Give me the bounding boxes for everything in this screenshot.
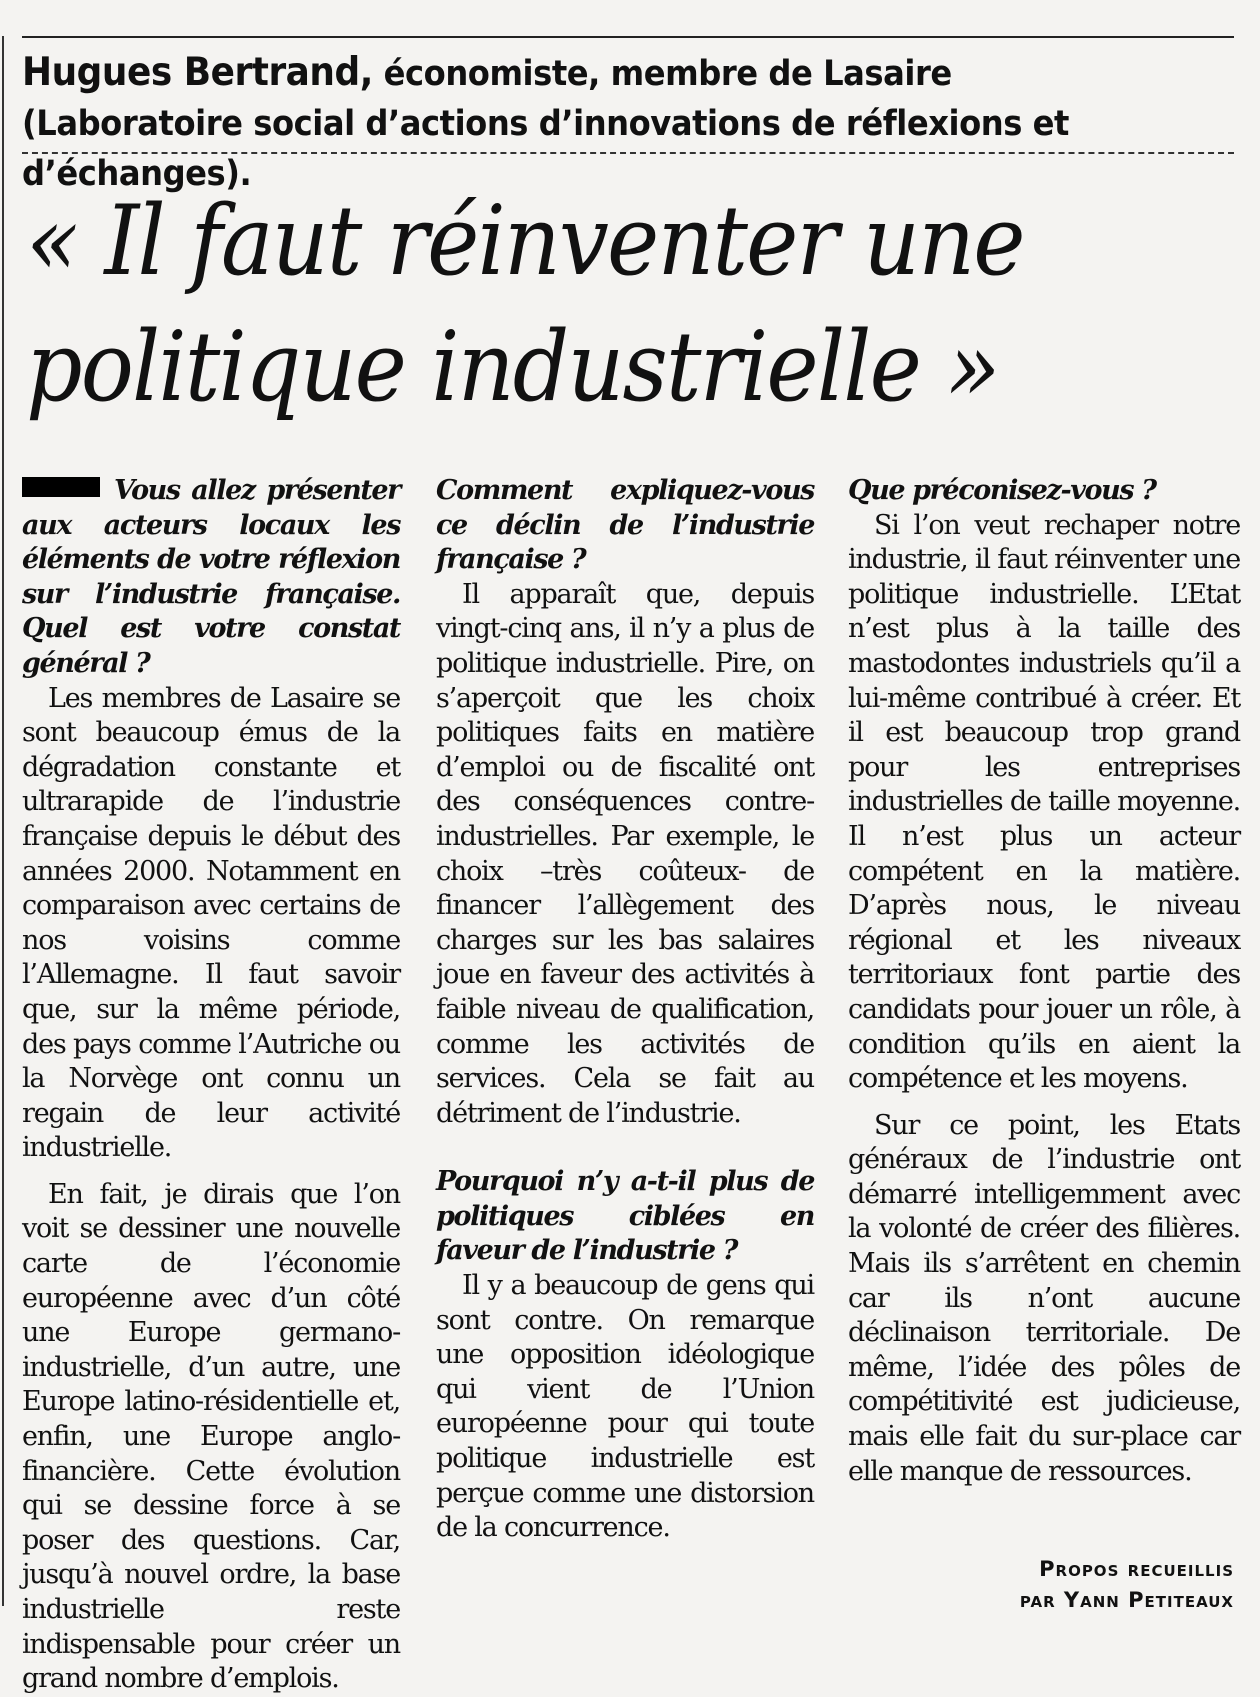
article-body xyxy=(22,474,1240,1695)
byline-description: économiste, membre de Lasaire (Laboratoire social d’actions d’innovations de réflexions et d’échanges). xyxy=(22,54,1069,194)
lead-marker xyxy=(22,477,100,497)
answer-paragraph: Si l’on veut rechaper notre industrie, il faut réinventer une politique industrielle. L’Etat n’est plus à la taille des mastodontes industriels qu’il a lui-même contribué à créer. Et il est beaucoup trop grand pour les entreprises industrielles de taille moyenne. Il n’est plus un acteur compétent en la matière. D’après nous, le niveau régional et les niveaux territoriaux font partie des candidats pour jouer un rôle, à condition qu’ils en aient la compétence et les moyens. xyxy=(848,509,1240,1095)
answer-paragraph: Sur ce point, les Etats généraux de l’industrie ont démarré intelligemment avec la volonté de créer des filières. Mais ils s’arrêtent en chemin car ils n’ont aucune déclinaison territoriale. De même, l’idée des pôles de compétitivité est judicieuse, mais elle fait du sur-place car elle manque de ressources. xyxy=(848,1109,1240,1487)
top-rule xyxy=(22,36,1234,38)
dashed-rule xyxy=(22,152,1234,154)
question-3: Pourquoi n’y a-t-il plus de politiques ciblées en faveur de l’industrie ? xyxy=(436,1166,814,1267)
column-3 xyxy=(848,474,1240,1489)
left-rule xyxy=(2,36,4,1606)
answer-paragraph: Les membres de Lasaire se sont beaucoup émus de la dégradation constante et ultrarapide de l’industrie française depuis le début des années 2000. Notamment en comparaison avec certains de nos voisins comme l’Allemagne. Il faut savoir que, sur la même période, des pays comme l’Autriche ou la Norvège ont connu un regain de leur activité industrielle. xyxy=(22,682,400,1164)
answer-paragraph: Il apparaît que, depuis vingt-cinq ans, il n’y a plus de politique industrielle. Pire, on s’aperçoit que les choix politiques faits en matière d’emploi ou de fiscalité ont des conséquences contre-industrielles. Par exemple, le choix –très coûteux- de financer l’allègement des charges sur les bas salaires joue en faveur des activités à faible niveau de qualification, comme les activités de services. Cela se fait au détriment de l’industrie. xyxy=(436,578,814,1129)
question-4: Que préconisez-vous ? xyxy=(848,475,1156,506)
question-2: Comment expliquez-vous ce déclin de l’industrie française ? xyxy=(436,475,814,576)
column-1 xyxy=(22,474,400,1697)
byline-name: Hugues Bertrand, xyxy=(22,50,373,95)
byline xyxy=(22,48,1137,199)
question-1-text: Vous allez présenter aux acteurs locaux les éléments de votre réflexion sur l’industrie française. Quel est votre constat général ? xyxy=(22,475,400,679)
credit-line-1: Propos recueillis xyxy=(1039,1557,1234,1581)
headline: « Il faut réinventer une politique industrielle » xyxy=(26,185,1024,423)
credit-line-2: par Yann Petiteaux xyxy=(1019,1588,1234,1612)
question-1 xyxy=(22,474,400,682)
column-2 xyxy=(436,474,814,1546)
answer-paragraph: Il y a beaucoup de gens qui sont contre. On remarque une opposition idéologique qui vient de l’Union européenne pour qui toute politique industrielle est perçue comme une distorsion de la concurrence. xyxy=(436,1270,814,1544)
interview-credit xyxy=(1020,1554,1234,1616)
answer-paragraph: En fait, je dirais que l’on voit se dessiner une nouvelle carte de l’économie européenne avec d’un côté une Europe germano-industrielle, d’un autre, une Europe latino-résidentielle et, enfin, une Europe anglo-financière. Cette évolution qui se dessine force à se poser des questions. Car, jusqu’à nouvel ordre, la base industrielle reste indispensable pour créer un grand nombre d’emplois. xyxy=(22,1178,400,1695)
